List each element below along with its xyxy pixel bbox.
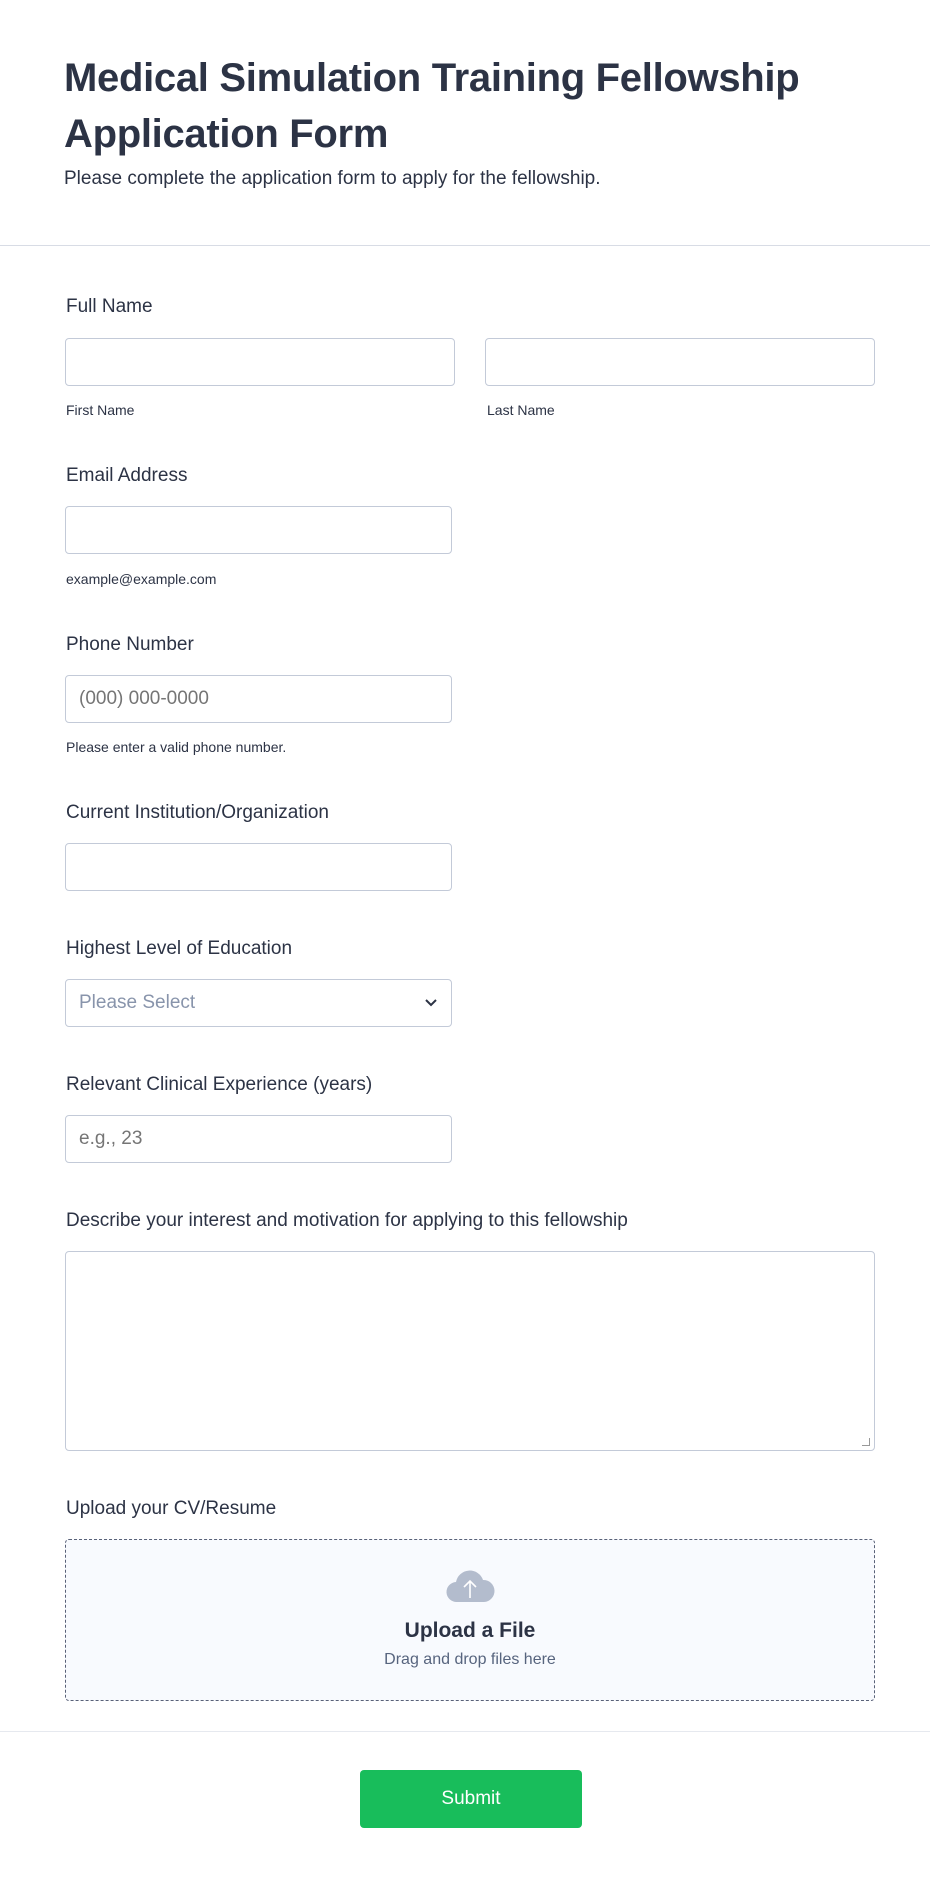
email-label: Email Address xyxy=(66,465,188,486)
phone-input[interactable] xyxy=(65,675,452,723)
first-name-sublabel: First Name xyxy=(66,402,135,418)
upload-hint: Drag and drop files here xyxy=(384,1651,556,1668)
last-name-input[interactable] xyxy=(485,338,875,386)
first-name-input[interactable] xyxy=(65,338,455,386)
chevron-down-icon xyxy=(424,998,438,1008)
resize-handle-icon[interactable] xyxy=(862,1438,870,1446)
cloud-upload-icon xyxy=(445,1568,495,1604)
header-divider xyxy=(0,245,930,246)
education-select[interactable] xyxy=(65,979,452,1027)
institution-input[interactable] xyxy=(65,843,452,891)
upload-title: Upload a File xyxy=(404,1619,536,1642)
education-label: Highest Level of Education xyxy=(66,938,293,959)
education-selected-value: Please Select xyxy=(79,992,196,1013)
experience-input[interactable] xyxy=(65,1115,452,1163)
institution-label: Current Institution/Organization xyxy=(66,802,329,823)
email-input[interactable] xyxy=(65,506,452,554)
upload-label: Upload your CV/Resume xyxy=(66,1498,277,1519)
motivation-label: Describe your interest and motivation for applying to this fellowship xyxy=(66,1210,628,1231)
form-title: Medical Simulation Training Fellowship Application Form xyxy=(64,56,800,156)
email-sublabel: example@example.com xyxy=(66,571,217,587)
form-subtitle: Please complete the application form to apply for the fellowship. xyxy=(64,168,601,189)
full-name-label: Full Name xyxy=(66,296,153,317)
footer-divider xyxy=(0,1731,930,1732)
experience-label: Relevant Clinical Experience (years) xyxy=(66,1074,373,1095)
phone-sublabel: Please enter a valid phone number. xyxy=(66,739,287,755)
motivation-textarea[interactable] xyxy=(65,1251,875,1451)
file-dropzone[interactable] xyxy=(65,1539,875,1701)
last-name-sublabel: Last Name xyxy=(487,402,555,418)
submit-button[interactable]: Submit xyxy=(360,1770,582,1828)
phone-label: Phone Number xyxy=(66,634,194,655)
